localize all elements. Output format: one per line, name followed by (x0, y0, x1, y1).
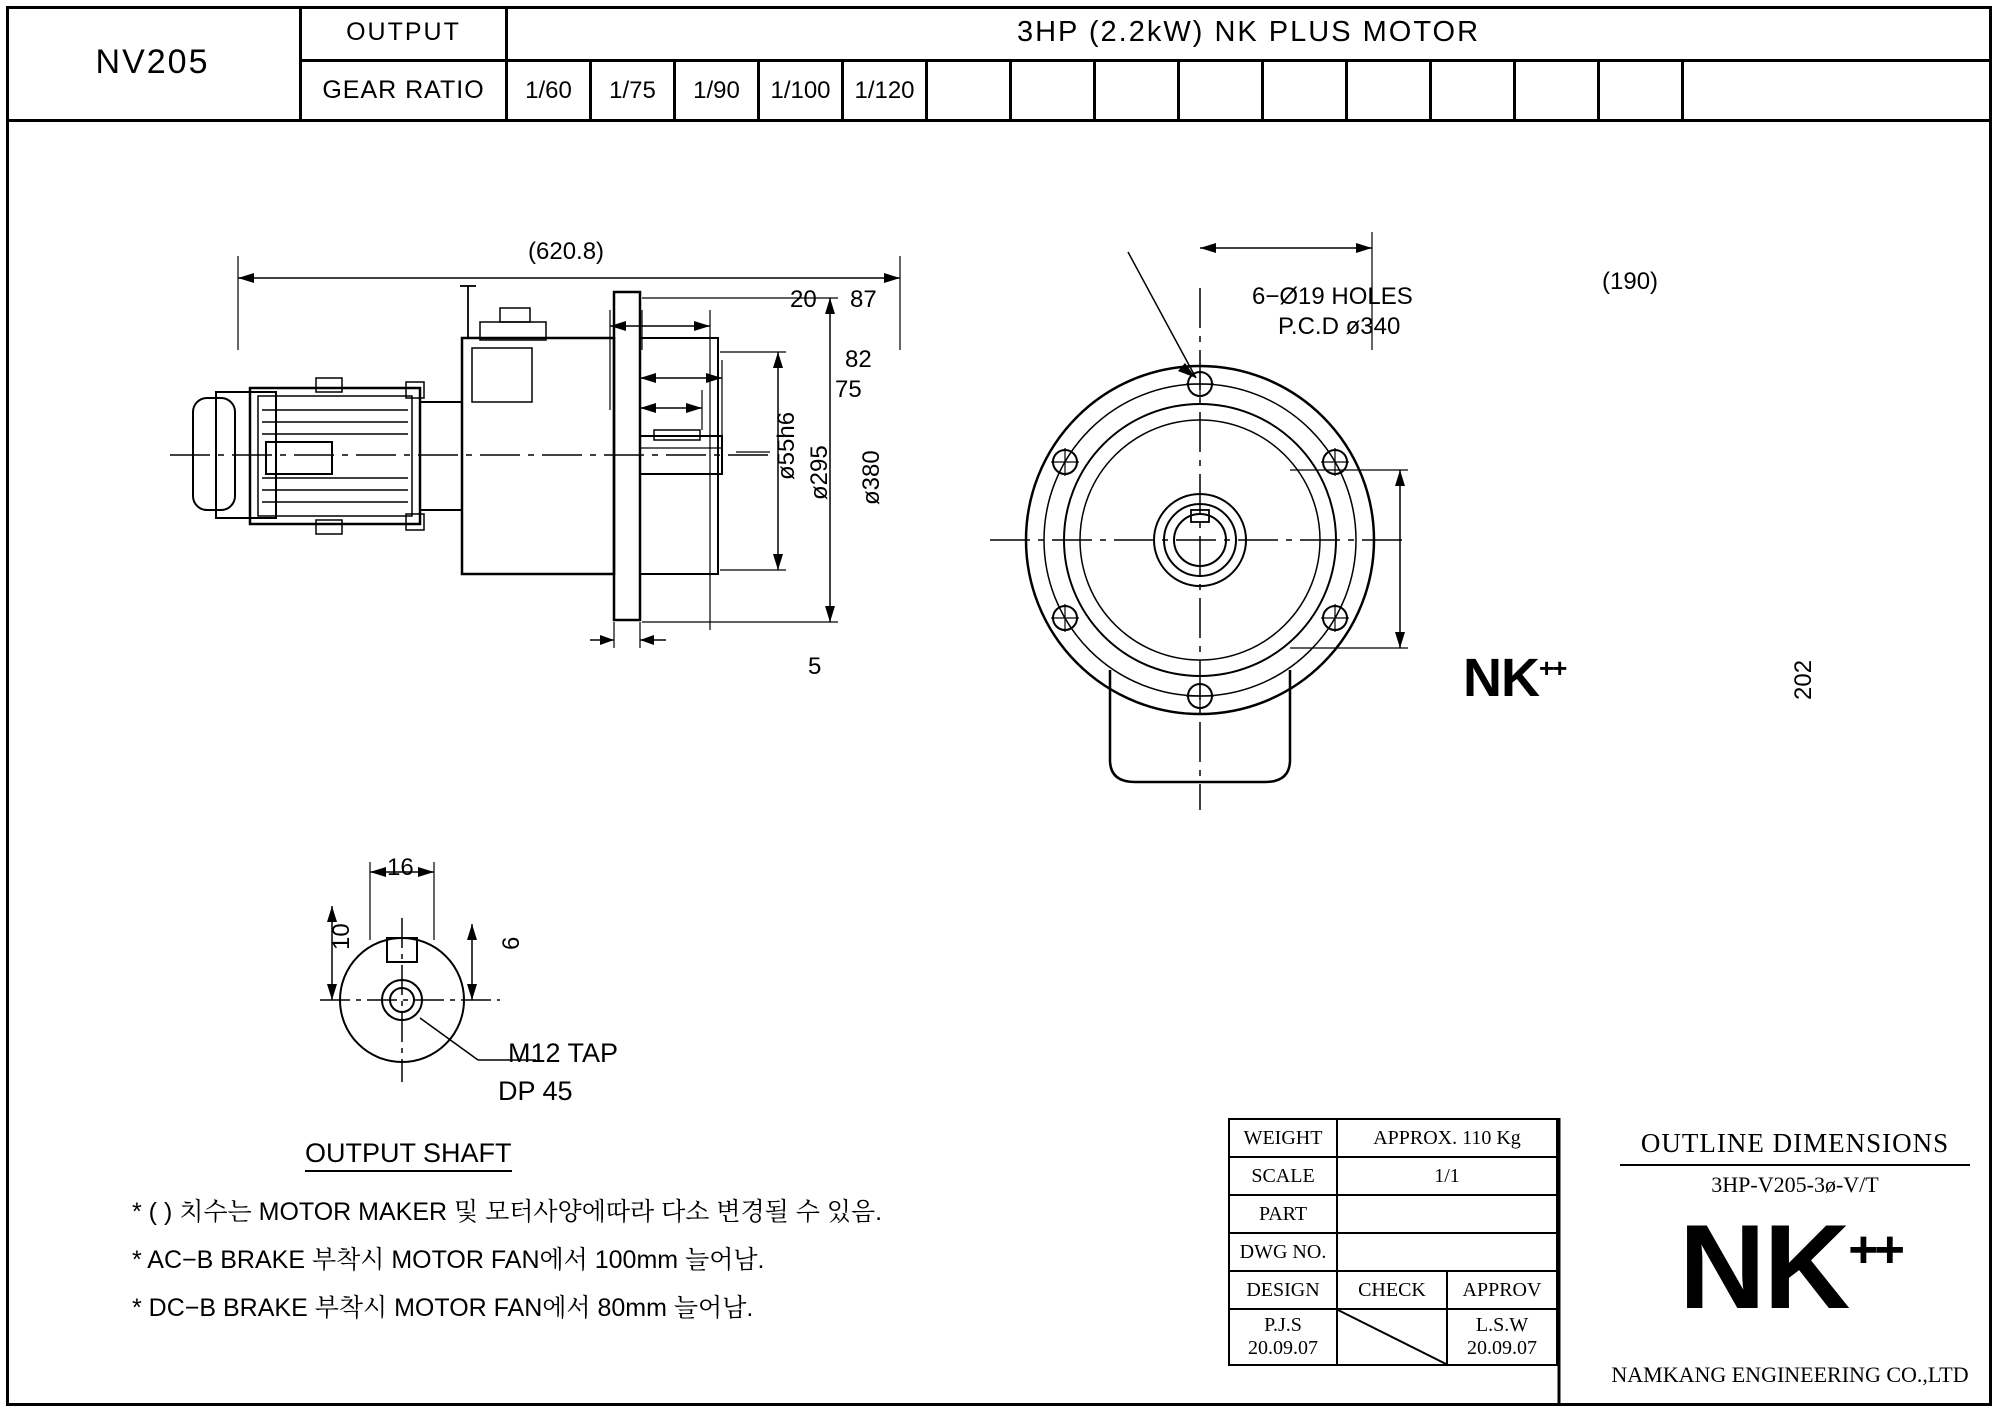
gear-ratio-cell: 1/75 (592, 62, 676, 119)
dwg-label: DWG NO. (1228, 1232, 1338, 1272)
title-block-top (6, 6, 1992, 122)
dim-16: 16 (387, 854, 414, 881)
dim-190: (190) (1602, 268, 1659, 295)
weight-label: WEIGHT (1228, 1118, 1338, 1158)
dim-5: 5 (808, 653, 822, 680)
company-name: NAMKANG ENGINEERING CO.,LTD (1611, 1362, 1969, 1387)
outline-dimensions-title: OUTLINE DIMENSIONS (1640, 1128, 1950, 1158)
gear-ratio-cell (1600, 62, 1684, 119)
approv-signature (1446, 1308, 1558, 1366)
title-underline (1600, 1164, 1990, 1168)
part-value (1336, 1194, 1558, 1234)
block-divider (1558, 1118, 1560, 1406)
gear-ratio-cell (1348, 62, 1432, 119)
design-date: 20.09.07 (1248, 1337, 1318, 1359)
side-view-drawing (180, 230, 1100, 880)
gear-ratio-cell (1180, 62, 1264, 119)
dim-pilot-dia: ø295 (806, 445, 833, 500)
gear-ratio-cell (1432, 62, 1516, 119)
dim-10: 10 (328, 923, 355, 950)
dim-shaft-dia: ø55h6 (773, 411, 800, 480)
tap-note-line2: DP 45 (498, 1076, 573, 1106)
dim-87: 87 (850, 286, 877, 313)
dim-overall-length: (620.8) (528, 238, 605, 265)
holes-note-line2: P.C.D ø340 (1278, 313, 1401, 340)
dim-75: 75 (835, 376, 862, 403)
output-shaft-caption: OUTPUT SHAFT (305, 1140, 512, 1172)
nk-logo-plus: ++ (1848, 1221, 1902, 1279)
dim-82: 82 (845, 346, 872, 373)
gear-ratio-cell (928, 62, 1012, 119)
design-label: DESIGN (1228, 1270, 1338, 1310)
gear-ratio-label: GEAR RATIO (302, 62, 508, 119)
gear-ratio-cell (1096, 62, 1180, 119)
gear-ratio-cell: 1/120 (844, 62, 928, 119)
drawing-number: 3HP-V205-3ø-V/T (1711, 1172, 1879, 1197)
dim-6: 6 (498, 936, 525, 950)
front-view-drawing (1000, 230, 1830, 880)
nk-logo-titleblock (1590, 1200, 1990, 1334)
output-label: OUTPUT (302, 6, 508, 62)
model-number: NV205 (6, 6, 302, 119)
gear-ratio-row (508, 62, 1684, 119)
empty-cell-slash (1336, 1308, 1448, 1366)
part-label: PART (1228, 1194, 1338, 1234)
nk-logo-plus: ++ (1539, 653, 1566, 683)
dim-flange-dia: ø380 (858, 450, 885, 505)
tap-note-line1: M12 TAP (508, 1038, 619, 1068)
motor-title: 3HP (2.2kW) NK PLUS MOTOR (508, 6, 1989, 62)
design-name: P.J.S (1264, 1314, 1302, 1336)
dim-202: 202 (1790, 659, 1817, 700)
note-line: * ( ) 치수는 MOTOR MAKER 및 모터사양에따라 다소 변경될 수 있음. (132, 1198, 883, 1226)
dwg-value (1336, 1232, 1558, 1272)
weight-value: APPROX. 110 Kg (1336, 1118, 1558, 1158)
gear-ratio-cell (1264, 62, 1348, 119)
note-line: * DC−B BRAKE 부착시 MOTOR FAN에서 80mm 늘어남. (132, 1294, 754, 1322)
dim-20: 20 (790, 286, 817, 313)
design-signature (1228, 1308, 1338, 1366)
nk-logo-text: NK (1463, 648, 1539, 708)
gear-ratio-cell: 1/60 (508, 62, 592, 119)
note-line: * AC−B BRAKE 부착시 MOTOR FAN에서 100mm 늘어남. (132, 1246, 765, 1274)
nk-logo-faceview (1463, 647, 1565, 709)
gear-ratio-cell (1012, 62, 1096, 119)
scale-label: SCALE (1228, 1156, 1338, 1196)
nk-logo-text: NK (1678, 1200, 1849, 1334)
gear-ratio-cell: 1/100 (760, 62, 844, 119)
approv-date: 20.09.07 (1467, 1337, 1537, 1359)
scale-value: 1/1 (1336, 1156, 1558, 1196)
check-label: CHECK (1336, 1270, 1448, 1310)
holes-note-line1: 6−Ø19 HOLES (1252, 283, 1413, 310)
gear-ratio-cell (1516, 62, 1600, 119)
gear-ratio-cell: 1/90 (676, 62, 760, 119)
approv-label: APPROV (1446, 1270, 1558, 1310)
approv-name: L.S.W (1475, 1314, 1529, 1336)
